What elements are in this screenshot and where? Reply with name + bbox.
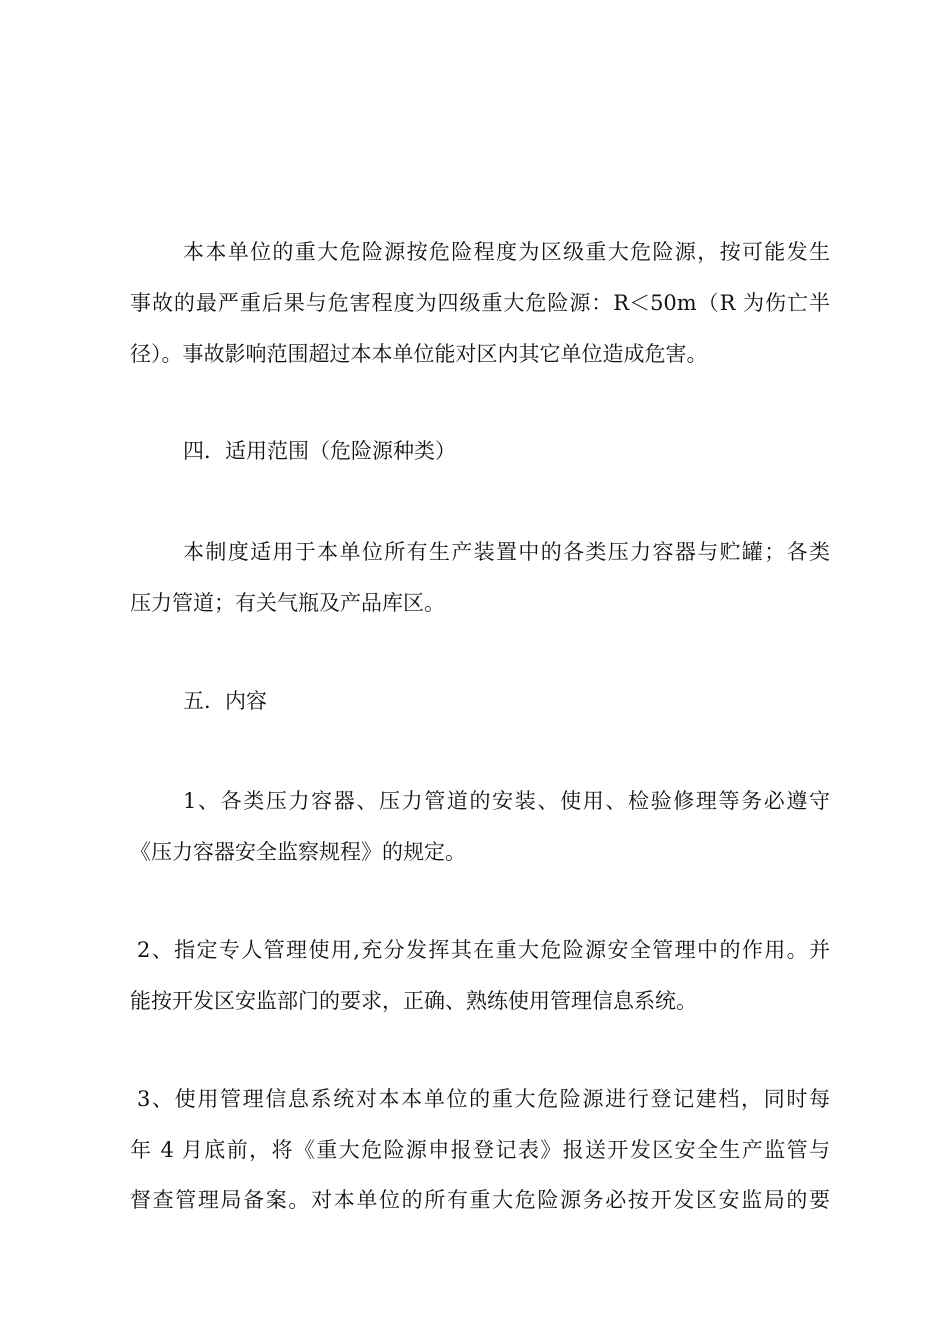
item2-line1: 2、指定专人管理使用,充分发挥其在重大危险源安全管理中的作用。并	[137, 938, 830, 962]
item1-line1: 1、各类压力容器、压力管道的安装、使用、检验修理等务必遵守	[183, 789, 830, 813]
item3-line3: 督查管理局备案。对本单位的所有重大危险源务必按开发区安监局的要	[130, 1188, 830, 1212]
para1-line2: 事故的最严重后果与危害程度为四级重大危险源：R＜50m（R 为伤亡半	[130, 291, 830, 315]
section-heading-5: 五．内容	[183, 689, 267, 713]
item3-line2: 年 4 月底前，将《重大危险源申报登记表》报送开发区安全生产监管与	[130, 1138, 830, 1162]
item3-line1: 3、使用管理信息系统对本本单位的重大危险源进行登记建档，同时每	[137, 1087, 830, 1111]
para2-line2: 压力管道；有关气瓶及产品库区。	[130, 591, 445, 615]
section-heading-4: 四．适用范围（危险源种类）	[183, 439, 456, 463]
item1-line2: 《压力容器安全监察规程》的规定。	[130, 840, 466, 864]
para2-line1: 本制度适用于本单位所有生产装置中的各类压力容器与贮罐；各类	[183, 540, 830, 564]
para1-line1: 本本单位的重大危险源按危险程度为区级重大危险源，按可能发生	[183, 240, 830, 264]
item2-line2: 能按开发区安监部门的要求，正确、熟练使用管理信息系统。	[130, 989, 697, 1013]
para1-line3: 径）。事故影响范围超过本本单位能对区内其它单位造成危害。	[130, 342, 708, 366]
